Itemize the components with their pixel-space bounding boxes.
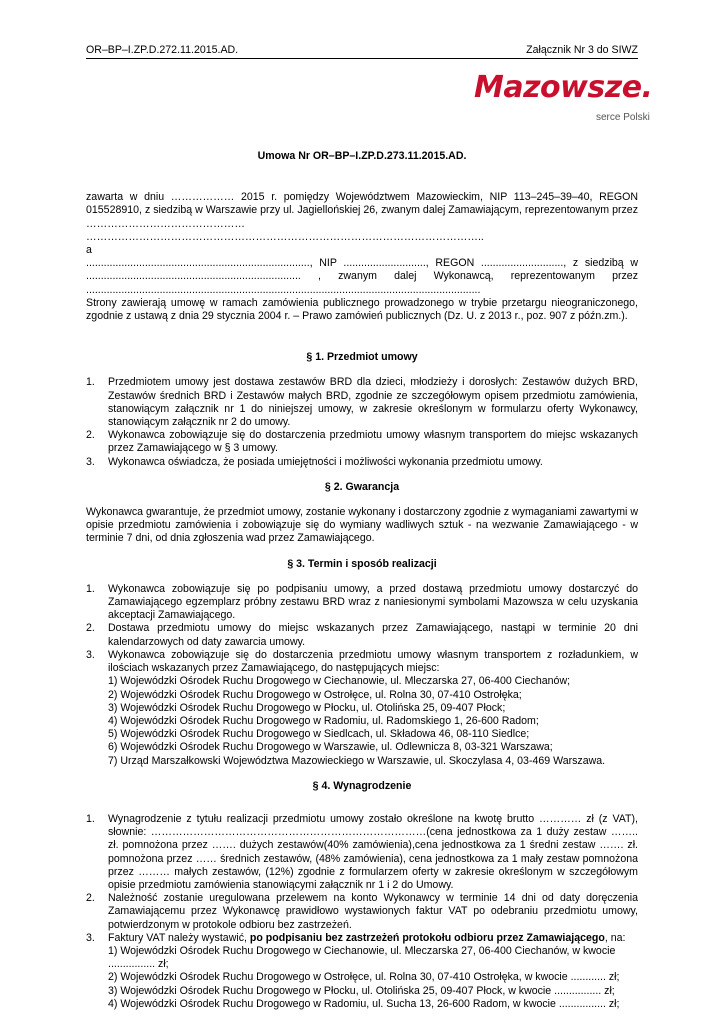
header-reference: OR–BP–I.ZP.D.272.11.2015.AD. xyxy=(86,44,239,56)
header-attachment: Załącznik Nr 3 do SIWZ xyxy=(526,44,638,56)
delivery-place: 7) Urząd Marszałkowski Województwa Mazowieckiego w Warszawie, ul. Skoczylasa 4, 03-469 Warszawa. xyxy=(108,754,606,767)
invoice-recipient: 4) Wojewódzki Ośrodek Ruchu Drogowego w Radomiu, ul. Sucha 13, 26-600 Radom, w kwocie ................ zł; xyxy=(108,997,620,1010)
list-item: 3. Wykonawca zobowiązuje się do dostarczenia przedmiotu umowy własnym transportem z rozładunkiem, w ilościach wskazanych przez Zamawiającego, do następujących miejsc: 1) Wojewódzki Ośrodek Ruchu Drogowego w Ciechanowie, ul. Mleczarska 27, 06-400 Ciechanów; 2) Wojewódzki Ośrodek Ruchu Drogowego w Ostrołęce, ul. Rolna 30, 07-410 Ostrołęka; 3) Wojewódzki Ośrodek Ruchu Drogowego w Płocku, ul. Otolińska 25, 09-407 Płock; 4) Wojewódzki Ośrodek Ruchu Drogowego w Radomiu, ul. Radomskiego 1, 26-600 Radom; 5) Wojewódzki Ośrodek Ruchu Drogowego w Siedlcach, ul. Składowa 46, 08-110 Siedlce; 6) Wojewódzki Ośrodek Ruchu Drogowego w Warszawie, ul. Odlewnicza 8, 03-321 Warszawa; 7) Urząd Marszałkowski Województwa Mazowieckiego w Warszawie, ul. Skoczylasa 4, 03-469 Warszawa. xyxy=(86,648,638,767)
mazowsze-logo xyxy=(474,70,664,124)
list-item: 1. Przedmiotem umowy jest dostawa zestawów BRD dla dzieci, młodzieży i dorosłych: Zestawów dużych BRD, Zestawów średnich BRD i Zestawów małych BRD, zgodnie ze szczegółowym opisem przedmiotu zamówienia, stanowiącym załącznik nr 1 do niniejszej umowy, w zakresie określonym w formularzu oferty Wykonawcy, stanowiącym załącznik nr 2 do umowy. xyxy=(86,376,638,429)
intro-a: a xyxy=(86,244,92,257)
delivery-place: 2) Wojewódzki Ośrodek Ruchu Drogowego w Ostrołęce, ul. Rolna 30, 07-410 Ostrołęka; xyxy=(108,688,522,701)
delivery-place: 6) Wojewódzki Ośrodek Ruchu Drogowego w Warszawie, ul. Odlewnicza 8, 03-321 Warszawa; xyxy=(108,741,553,754)
delivery-place: 3) Wojewódzki Ośrodek Ruchu Drogowego w Płocku, ul. Otolińska 25, 09-407 Płock; xyxy=(108,701,506,714)
section-1-list xyxy=(86,376,638,468)
logo-name: Mazowsze. xyxy=(474,70,653,105)
intro-contractor: ............................................................................, NIP ............................, REGON ............................, z siedzibą w ......................................................................... , zwanym dalej Wykonawcą, reprezentowanym przez ...................................................................................................................................... xyxy=(86,257,638,296)
list-item: 1. Wykonawca zobowiązuje się po podpisaniu umowy, a przed dostawą przedmiotu umowy dostarczyć do Zamawiającego egzemplarz próbny zestawu BRD wraz z naniesionymi symbolami Mazowsza w celu uzyskania akceptacji Zamawiającego. xyxy=(86,582,638,622)
list-item: 3. Wykonawca oświadcza, że posiada umiejętności i możliwości wykonania przedmiotu umowy. xyxy=(86,455,543,468)
section-2-text: Wykonawca gwarantuje, że przedmiot umowy, zostanie wykonany i dostarczony zgodnie z wymaganiami zawartymi w opisie przedmiotu zamówienia i zobowiązuje się do wymiany wadliwych sztuk - na wezwanie Zamawiającego - w terminie 7 dni, od dnia zgłoszenia wad przez Zamawiającego. xyxy=(86,506,638,545)
invoice-recipient: 3) Wojewódzki Ośrodek Ruchu Drogowego w Płocku, ul. Otolińska 25, 09-407 Płock, w kwocie ................ zł; xyxy=(108,984,615,997)
invoice-recipient: 2) Wojewódzki Ośrodek Ruchu Drogowego w Ostrołęce, ul. Rolna 30, 07-410 Ostrołęka, w kwocie ............ zł; xyxy=(108,971,620,984)
delivery-place: 4) Wojewódzki Ośrodek Ruchu Drogowego w Radomiu, ul. Radomskiego 1, 26-600 Radom; xyxy=(108,714,539,727)
list-item: 3. Faktury VAT należy wystawić, po podpisaniu bez zastrzeżeń protokołu odbioru przez Zamawiającego, na: 1) Wojewódzki Ośrodek Ruchu Drogowego w Ciechanowie, ul. Mleczarska 27, 06-400 Ciechanów, w kwocie ................ zł; 2) Wojewódzki Ośrodek Ruchu Drogowego w Ostrołęce, ul. Rolna 30, 07-410 Ostrołęka, w kwocie ............ zł; 3) Wojewódzki Ośrodek Ruchu Drogowego w Płocku, ul. Otolińska 25, 09-407 Płock, w kwocie ................ zł; 4) Wojewódzki Ośrodek Ruchu Drogowego w Radomiu, ul. Sucha 13, 26-600 Radom, w kwocie ................ zł; xyxy=(86,932,638,1011)
section-3-heading: § 3. Termin i sposób realizacji xyxy=(287,557,437,570)
list-item: 2. Wykonawca zobowiązuje się do dostarczenia przedmiotu umowy własnym transportem do miejsc wskazanych przez Zamawiającego w § 3 umowy. xyxy=(86,429,638,455)
contract-title: Umowa Nr OR–BP–I.ZP.D.273.11.2015.AD. xyxy=(257,150,467,162)
section-2-heading: § 2. Gwarancja xyxy=(324,480,400,493)
list-item: 2. Dostawa przedmiotu umowy do miejsc wskazanych przez Zamawiającego, nastąpi w terminie 20 dni kalendarzowych od daty zawarcia umowy. xyxy=(86,622,638,648)
list-item: 1. Wynagrodzenie z tytułu realizacji przedmiotu umowy zostało określone na kwotę brutto ………… zł (z VAT), słownie: ……………………………………………………………………(cena jednostkowa za 1 duży zestaw …….. zł. pomnożona przez ……. dużych zestawów(40% zamówienia),cena jednostkowa za 1 średni zestaw ……. zł. pomnożona przez …… średnich zestawów, (48% zamówienia), cena jednostkowa za 1 mały zestaw pomnożona przez ……… małych zestawów, (12%) zgodnie z formularzem oferty w zakresie określonym w szczegółowym opisie przedmiotu zamówienia stanowiącymi załącznik nr 1 i 2 do Umowy. xyxy=(86,812,638,891)
section-3-list xyxy=(86,583,638,768)
section-1-heading: § 1. Przedmiot umowy xyxy=(306,351,418,364)
delivery-place: 1) Wojewódzki Ośrodek Ruchu Drogowego w Ciechanowie, ul. Mleczarska 27, 06-400 Ciechanów; xyxy=(108,675,571,688)
section-4-heading: § 4. Wynagrodzenie xyxy=(312,779,412,792)
section-4-list xyxy=(86,813,638,1011)
delivery-place: 5) Wojewódzki Ośrodek Ruchu Drogowego w Siedlcach, ul. Składowa 46, 08-110 Siedlce; xyxy=(108,728,530,741)
invoice-recipient: 1) Wojewódzki Ośrodek Ruchu Drogowego w Ciechanowie, ul. Mleczarska 27, 06-400 Ciechanów, w kwocie ................ zł; xyxy=(108,944,616,971)
logo-tagline: serce Polski xyxy=(596,112,650,123)
document-body xyxy=(86,150,638,1011)
page-header xyxy=(86,44,638,59)
intro-paragraph-1: zawarta w dniu ……………… 2015 r. pomiędzy Województwem Mazowieckim, NIP 113–245–39–40, REGON 015528910, z siedzibą w Warszawie przy ul. Jagiellońskiej 26, zwanym dalej Zamawiającym, reprezentowanym przez ……………………………………… xyxy=(86,191,638,230)
intro-legal-basis: Strony zawierają umowę w ramach zamówienia publicznego prowadzonego w trybie przetargu nieograniczonego, zgodnie z ustawą z dnia 29 stycznia 2004 r. – Prawo zamówień publicznych (Dz. U. z 2013 r., poz. 907 z późn.zm.). xyxy=(86,296,638,323)
list-item: 2. Należność zostanie uregulowana przelewem na konto Wykonawcy w terminie 14 dni od daty doręczenia Zamawiającemu przez Wykonawcę prawidłowo wystawionych faktur VAT po odebraniu przedmiotu umowy, potwierdzonym w protokole odbioru bez zastrzeżeń. xyxy=(86,892,638,931)
intro-dotted-line: ………………………………………………………………………………………………….. xyxy=(86,230,484,243)
